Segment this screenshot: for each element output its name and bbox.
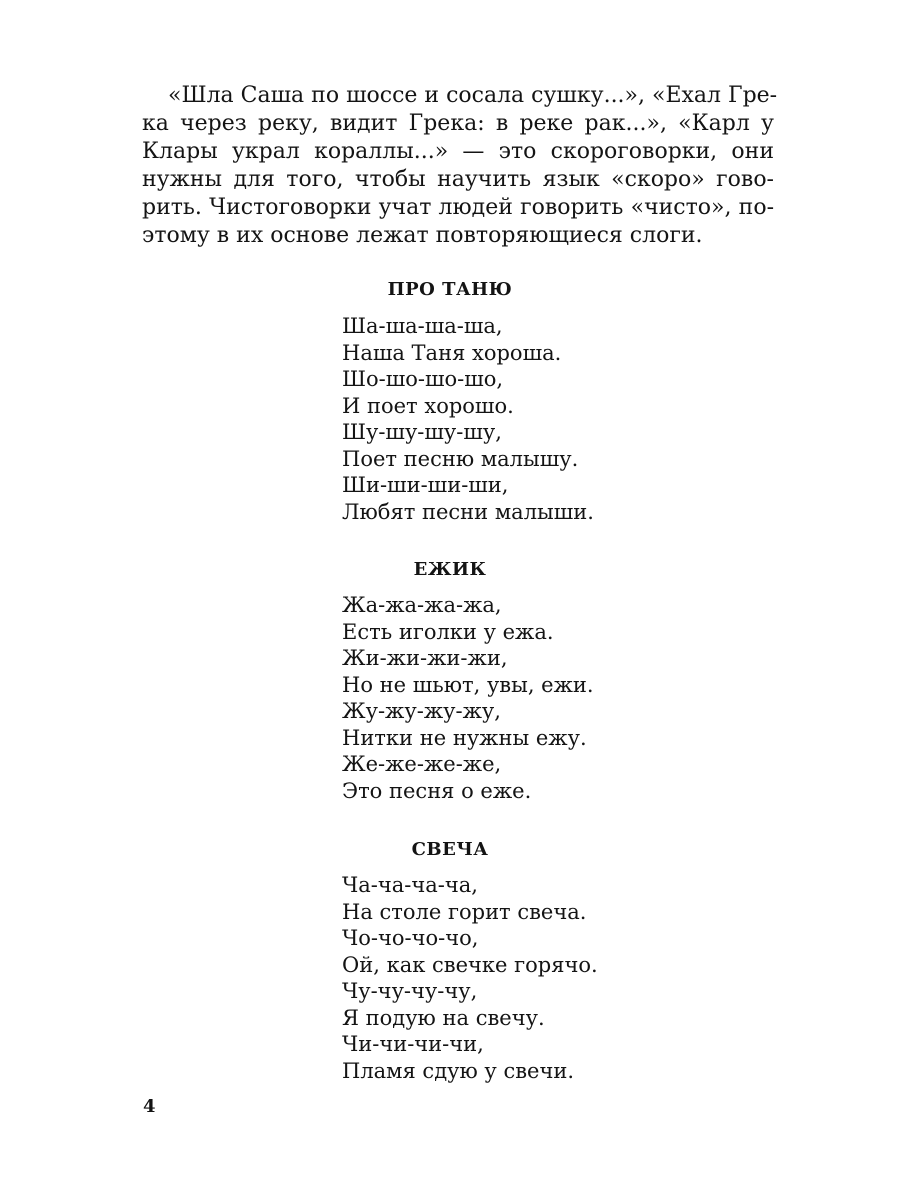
poem-line: Жи-жи-жи-жи, xyxy=(342,646,508,670)
poem-line: Ша-ша-ша-ша, xyxy=(342,314,503,338)
intro-line: нужны для того, чтобы научить язык «скоро» гово- xyxy=(142,167,774,192)
poem-line: Чу-чу-чу-чу, xyxy=(342,979,478,1003)
poem-line: Шо-шо-шо-шо, xyxy=(342,367,504,391)
poem-line: Чи-чи-чи-чи, xyxy=(342,1032,484,1056)
poem-line: Это песня о еже. xyxy=(342,778,532,803)
intro-line: «Шла Саша по шоссе и сосала сушку...», «Ехал Гре- xyxy=(168,83,778,108)
poem-line: Жа-жа-жа-жа, xyxy=(342,593,502,617)
poem-line: Любят песни малыши. xyxy=(342,499,594,524)
poem-lines xyxy=(342,872,598,1084)
poem-line: Поет песню малышу. xyxy=(342,446,579,471)
poem-line: Же-же-же-же, xyxy=(342,752,502,776)
poem-line: Ши-ши-ши-ши, xyxy=(342,473,509,497)
poem-line: Пламя сдую у свечи. xyxy=(342,1058,575,1083)
poem-line: Ой, как свечке горячо. xyxy=(342,952,598,977)
poem-line: Но не шьют, увы, ежи. xyxy=(342,672,594,697)
intro-line: Клары украл кораллы...» — это скороговорки, они xyxy=(142,139,774,164)
poem-line: Чо-чо-чо-чо, xyxy=(342,926,479,950)
poem-line: Нитки не нужны ежу. xyxy=(342,725,587,750)
poem-title: СВЕЧА xyxy=(411,839,489,860)
intro-line: этому в их основе лежат повторяющиеся слоги. xyxy=(142,223,703,248)
poem-line: Ча-ча-ча-ча, xyxy=(342,873,478,897)
poem-title: ЕЖИК xyxy=(413,559,487,580)
poem-line: Жу-жу-жу-жу, xyxy=(342,699,501,723)
intro-paragraph xyxy=(142,82,778,250)
intro-line: ка через реку, видит Грека: в реке рак...», «Карл у xyxy=(142,111,774,136)
poem-title: ПРО ТАНЮ xyxy=(387,279,513,300)
poem-line: И поет хорошо. xyxy=(342,393,514,418)
poem-line: Есть иголки у ежа. xyxy=(342,619,554,644)
poem-line: Шу-шу-шу-шу, xyxy=(342,420,502,444)
poem-lines xyxy=(342,592,594,804)
poem-lines xyxy=(342,313,594,525)
poem-line: Я подую на свечу. xyxy=(342,1005,545,1030)
page-number: 4 xyxy=(143,1096,156,1117)
poem-line: На столе горит свеча. xyxy=(342,899,587,924)
poem-line: Наша Таня хороша. xyxy=(342,340,562,365)
intro-line: рить. Чистоговорки учат людей говорить «чисто», по- xyxy=(142,195,774,220)
